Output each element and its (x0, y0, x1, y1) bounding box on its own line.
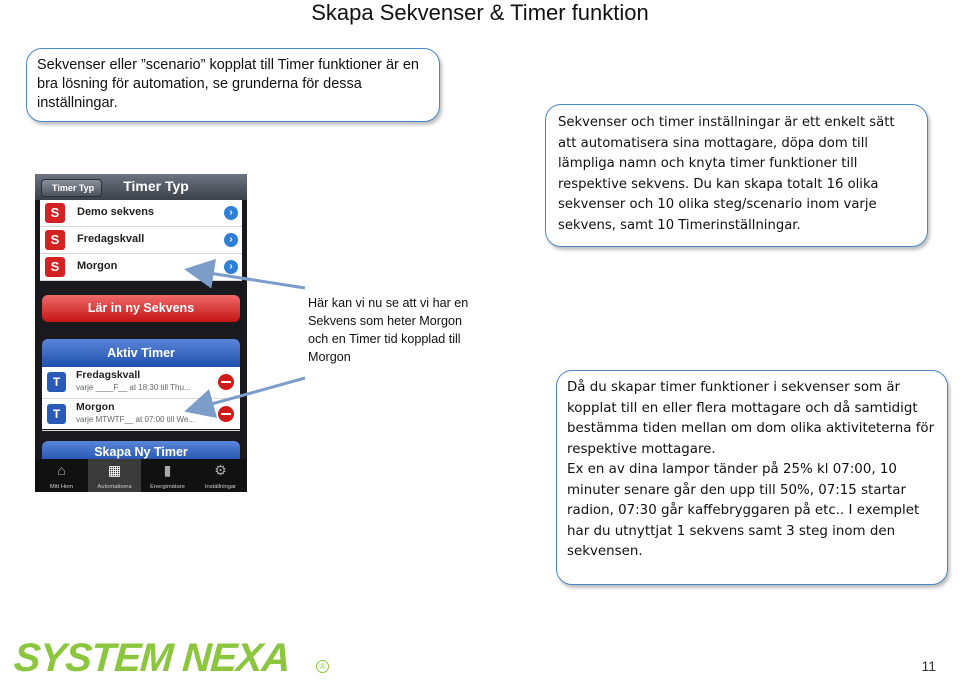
timer-icon: T (47, 404, 66, 424)
nav-title: Timer Typ (123, 178, 189, 194)
tab-label: Automatisera (97, 484, 132, 490)
create-timer-button[interactable]: Skapa Ny Timer (42, 441, 240, 463)
gear-icon: ⚙ (214, 462, 227, 478)
registered-mark: ® (316, 660, 329, 673)
timer-name: Morgon (76, 401, 115, 413)
disclosure-icon[interactable]: › (224, 206, 238, 220)
disclosure-icon[interactable]: › (224, 260, 238, 274)
sequence-name: Demo sekvens (77, 206, 155, 218)
home-icon: ⌂ (57, 462, 66, 478)
system-nexa-logo: SYSTEM NEXA (12, 636, 292, 680)
tab-label: Mitt Hem (49, 484, 74, 490)
page-number: 11 (921, 658, 936, 674)
sequence-icon: S (45, 203, 65, 223)
bar-chart-icon: ▮ (163, 462, 172, 478)
film-icon: ▦ (107, 462, 122, 478)
arrow-to-timer (190, 378, 305, 410)
timer-detail: varje MTWTF__ at 07:00 till We... (76, 415, 195, 424)
tab-label: Inställningar (204, 484, 237, 490)
disclosure-icon[interactable]: › (224, 233, 238, 247)
sequence-icon: S (45, 230, 65, 250)
annotation-note: Här kan vi nu se att vi har en Sekvens som heter Morgon och en Timer tid kopplad till Morgon (308, 296, 469, 364)
sequence-name: Fredagskvall (77, 233, 145, 245)
intro-text: Sekvenser eller ”scenario” kopplat till Timer funktioner är en bra lösning för automation, se grunderna för dessa inställningar. (37, 57, 419, 111)
active-timer-header: Aktiv Timer (42, 339, 240, 367)
example-text-1: Då du skapar timer funktioner i sekvenser som är kopplat till en eller flera mottagare och då samtidigt bestämma tiden mellan om dom olika aktiviteterna för respektive mottagare. (567, 380, 935, 457)
arrow-to-sequence (190, 270, 305, 288)
learn-sequence-button[interactable]: Lär in ny Sekvens (42, 295, 240, 322)
example-text-2: Ex en av dina lampor tänder på 25% kl 07:00, 10 minuter senare går den upp till 50%, 07:15 startar radion, 07:30 går kaffebryggaren på etc.. I exemplet har du utnyttjat 1 sekvens samt 3 steg inom den sekvensen. (567, 462, 920, 559)
sequence-icon: S (45, 257, 65, 277)
timer-detail: varje ____F__ at 18:30 till Thu... (76, 383, 191, 392)
settings-text: Sekvenser och timer inställningar är ett enkelt sätt att automatisera sina mottagare, döpa dom till lämpliga namn och knyta timer funktioner till respektive sekvens. Du kan skapa totalt 16 olika sekvenser och 10 olika steg/scenario inom varje sekvens, samt 10 Timerinställningar. (558, 115, 895, 233)
back-button[interactable]: Timer Typ (41, 179, 102, 197)
timer-name: Fredagskvall (76, 369, 141, 381)
sequence-name: Morgon (77, 260, 118, 272)
timer-icon: T (47, 372, 66, 392)
slide-title: Skapa Sekvenser & Timer funktion (311, 0, 649, 25)
tab-label: Energimätare (150, 484, 185, 490)
